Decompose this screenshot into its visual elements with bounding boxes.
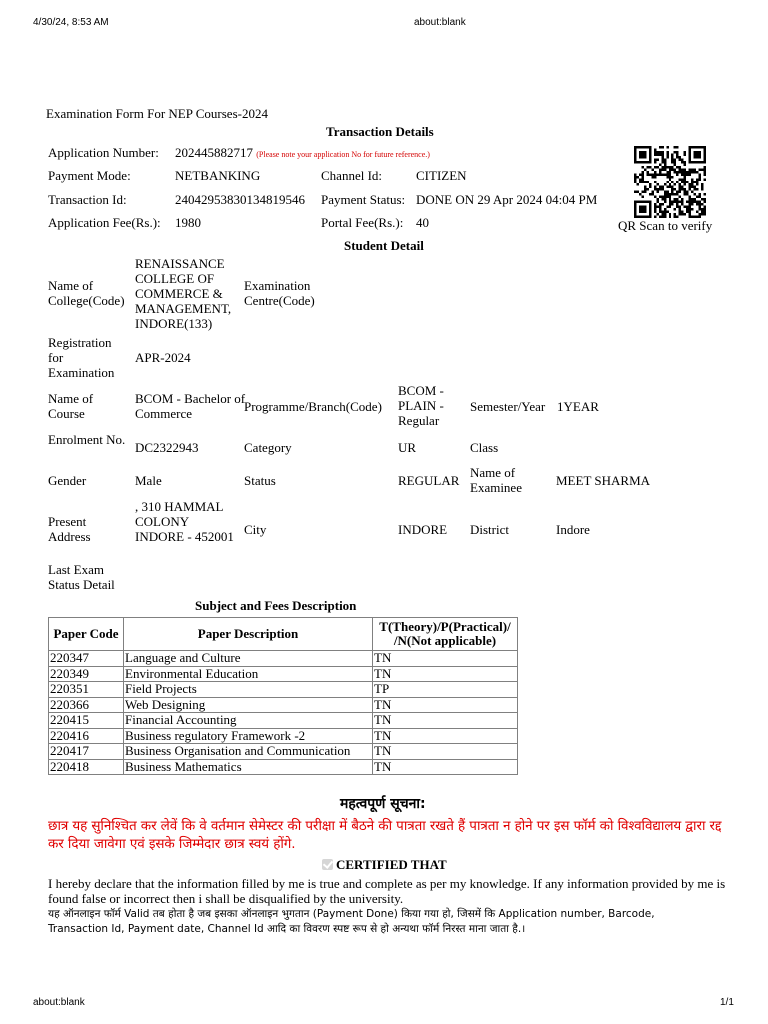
paper-type-cell: TN <box>373 728 518 744</box>
paper-type-cell: TN <box>373 651 518 667</box>
examinee-label: Name of Examinee <box>470 465 522 495</box>
certified-heading: CERTIFIED THAT <box>336 857 447 872</box>
validity-note-line-2: Transaction Id, Payment date, Channel Id आदि का विवरण स्पष्ट रूप से हो अन्यथा फॉर्म निरस्त माना जाता है.। <box>48 923 526 935</box>
status-label: Status <box>244 473 276 488</box>
qr-caption: QR Scan to verify <box>618 218 713 233</box>
payment-status-value: DONE ON 29 Apr 2024 04:04 PM <box>416 192 598 207</box>
paper-type-cell: TN <box>373 666 518 682</box>
paper-description-cell: Business Organisation and Communication <box>124 744 373 760</box>
paper-description-cell: Field Projects <box>124 682 373 698</box>
print-footer-url: about:blank <box>33 997 85 1008</box>
application-number <box>175 145 430 160</box>
application-fee-value: 1980 <box>175 215 201 230</box>
paper-code-cell: 220347 <box>49 651 124 667</box>
form-title: Examination Form For NEP Courses-2024 <box>46 106 268 121</box>
payment-mode-value: NETBANKING <box>175 168 261 183</box>
gender-value: Male <box>135 473 162 488</box>
table-row <box>49 759 518 775</box>
portal-fee-value: 40 <box>416 215 429 230</box>
notice-text: छात्र यह सुनिश्चित कर लेवें कि वे वर्तमान सेमेस्टर की परीक्षा में बैठने की पात्रता रखते हैं पात्रता न होने पर इस फॉर्म को विश्वविद्यालय द्वारा रद्द कर दिया जावेगा एवं इसके जिम्मेदार छात्र स्वयं होंगे. <box>48 818 722 852</box>
channel-id-value: CITIZEN <box>416 168 467 183</box>
paper-code-cell: 220415 <box>49 713 124 729</box>
table-row <box>49 697 518 713</box>
paper-code-cell: 220351 <box>49 682 124 698</box>
transaction-heading: Transaction Details <box>326 124 434 139</box>
college-label: Name of College(Code) <box>48 278 125 308</box>
table-row <box>49 728 518 744</box>
category-label: Category <box>244 440 292 455</box>
student-detail-heading: Student Detail <box>344 238 424 253</box>
gender-label: Gender <box>48 473 87 488</box>
print-url: about:blank <box>414 17 466 28</box>
city-label: City <box>244 522 267 537</box>
paper-description-cell: Environmental Education <box>124 666 373 682</box>
course-value: BCOM - Bachelor of Commerce <box>135 391 246 421</box>
qr-code <box>634 146 706 218</box>
course-label: Name of Course <box>48 391 94 421</box>
col-paper-description: Paper Description <box>124 618 373 651</box>
exam-centre-label: Examination Centre(Code) <box>244 278 315 308</box>
enrolment-label: Enrolment No. <box>48 432 126 447</box>
paper-code-cell: 220349 <box>49 666 124 682</box>
district-value: Indore <box>556 522 590 537</box>
certified-checkbox-icon <box>322 859 333 870</box>
examinee-value: MEET SHARMA <box>556 473 651 488</box>
subjects-table <box>48 617 518 775</box>
paper-description-cell: Business regulatory Framework -2 <box>124 728 373 744</box>
subjects-header-row <box>49 618 518 651</box>
payment-mode-label: Payment Mode: <box>48 168 131 183</box>
paper-type-cell: TN <box>373 759 518 775</box>
table-row <box>49 666 518 682</box>
college-value: RENAISSANCE COLLEGE OF COMMERCE & MANAGEMENT, INDORE(133) <box>135 256 232 331</box>
application-number-value: 202445882717 <box>175 145 253 160</box>
paper-description-cell: Language and Culture <box>124 651 373 667</box>
category-value: UR <box>398 440 417 455</box>
table-row <box>49 744 518 760</box>
address-value: , 310 HAMMAL COLONY INDORE - 452001 <box>135 499 234 544</box>
transaction-id-value: 24042953830134819546 <box>175 192 305 207</box>
semester-value: 1YEAR <box>557 399 599 414</box>
paper-description-cell: Business Mathematics <box>124 759 373 775</box>
paper-code-cell: 220418 <box>49 759 124 775</box>
declaration-text: I hereby declare that the information filled by me is true and complete as per my knowledge. If any information provided by me is found false or incorrect then i shall be disqualified by the university. <box>48 876 726 906</box>
registration-value: APR-2024 <box>135 350 191 365</box>
last-exam-label: Last Exam Status Detail <box>48 562 115 592</box>
table-row <box>49 682 518 698</box>
portal-fee-label: Portal Fee(Rs.): <box>321 215 404 230</box>
paper-code-cell: 220366 <box>49 697 124 713</box>
paper-description-cell: Financial Accounting <box>124 713 373 729</box>
paper-code-cell: 220416 <box>49 728 124 744</box>
transaction-id-label: Transaction Id: <box>48 192 127 207</box>
table-row <box>49 651 518 667</box>
channel-id-label: Channel Id: <box>321 168 383 183</box>
semester-label: Semester/Year <box>470 399 546 414</box>
district-label: District <box>470 522 509 537</box>
print-datetime: 4/30/24, 8:53 AM <box>33 17 109 28</box>
programme-value: BCOM - PLAIN - Regular <box>398 383 444 428</box>
col-paper-code: Paper Code <box>49 618 124 651</box>
paper-code-cell: 220417 <box>49 744 124 760</box>
registration-label: Registration for Examination <box>48 335 115 380</box>
paper-type-cell: TP <box>373 682 518 698</box>
validity-note-line-1: यह ऑनलाइन फॉर्म Valid तब होता है जब इसका ऑनलाइन भुगतान (Payment Done) किया गया हो, जिसमें कि Application number, Barcode, <box>48 908 655 920</box>
programme-label: Programme/Branch(Code) <box>244 399 382 414</box>
paper-type-cell: TN <box>373 713 518 729</box>
city-value: INDORE <box>398 522 448 537</box>
print-page-number: 1/1 <box>720 997 734 1008</box>
notice-heading: महत्वपूर्ण सूचना: <box>340 796 426 812</box>
col-paper-type: T(Theory)/P(Practical)/ /N(Not applicable) <box>373 618 518 651</box>
table-row <box>49 713 518 729</box>
address-label: Present Address <box>48 514 91 544</box>
payment-status-label: Payment Status: <box>321 192 406 207</box>
application-number-label: Application Number: <box>48 145 159 160</box>
class-label: Class <box>470 440 499 455</box>
subjects-heading: Subject and Fees Description <box>195 598 357 613</box>
application-number-note: (Please note your application No for future reference.) <box>256 150 430 159</box>
paper-description-cell: Web Designing <box>124 697 373 713</box>
paper-type-cell: TN <box>373 697 518 713</box>
application-fee-label: Application Fee(Rs.): <box>48 215 161 230</box>
certified-heading-row <box>322 857 447 872</box>
status-value: REGULAR <box>398 473 460 488</box>
paper-type-cell: TN <box>373 744 518 760</box>
enrolment-value: DC2322943 <box>135 440 199 455</box>
